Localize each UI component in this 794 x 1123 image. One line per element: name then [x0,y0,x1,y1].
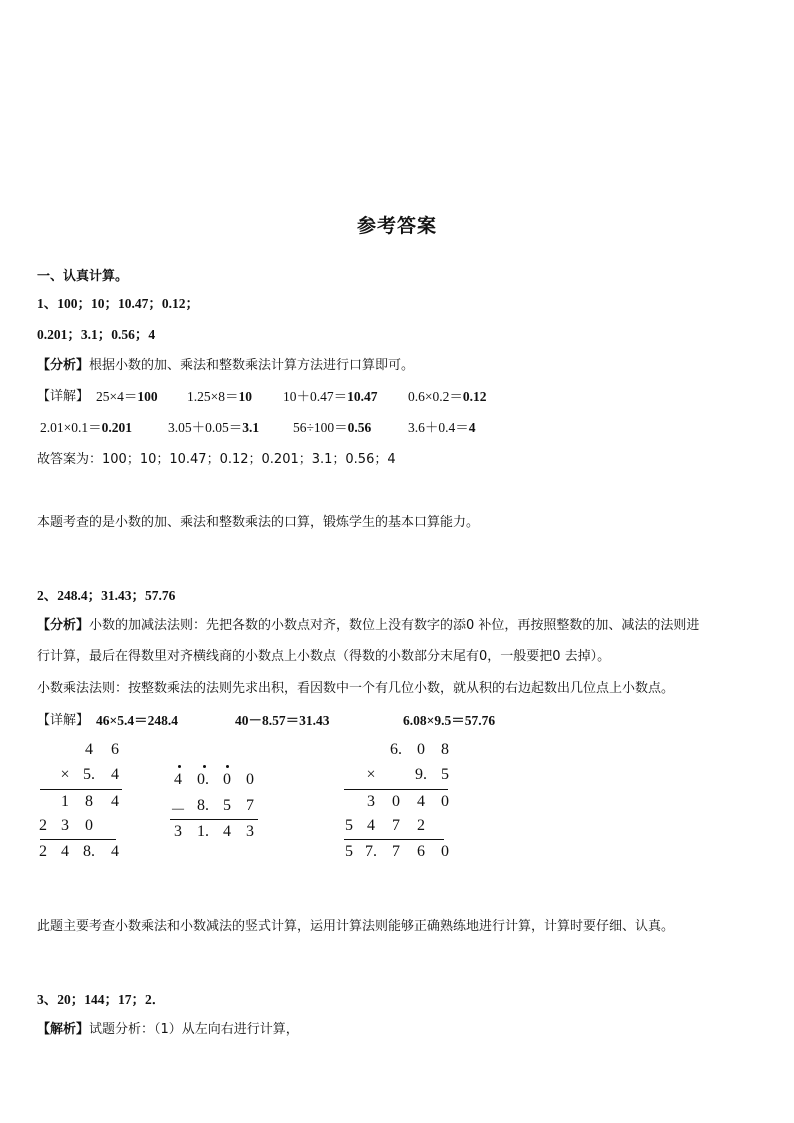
q2-detail-tag: 【详解】 [37,713,90,728]
q1-eq-2-2: 3.05＋0.05＝3.1 [168,420,260,435]
q1-analysis [37,354,414,373]
q1-eq-1-1: 25×4＝100 [96,389,158,404]
section-heading: 一、认真计算。 [37,269,129,284]
analysis-tag: 【解析】 [37,1022,90,1037]
analysis-text: 根据小数的加、乘法和整数乘法计算方法进行口算即可。 [89,358,415,373]
q1-eq-2-4: 3.6＋0.4＝4 [408,420,476,435]
analysis-text: 小数的加减法法则：先把各数的小数点对齐，数位上没有数字的添0 补位，再按照整数的加、减法的法则进 [89,618,700,633]
q2-detail-eq2: 40－8.57＝31.43 [235,713,330,728]
q1-eq-2-3: 56÷100＝0.56 [293,420,372,435]
q2-detail-eq3: 6.08×9.5＝57.76 [403,713,496,728]
q2-detail-eq1: 46×5.4＝248.4 [96,713,178,728]
q2-summary: 此题主要考查小数乘法和小数减法的竖式计算，运用计算法则能够正确熟练地进行计算，计算时要仔细、认真。 [37,919,675,934]
q3-answer-line: 3、20；144；17；2． [37,992,166,1007]
q1-eq-2-1: 2.01×0.1＝0.201 [40,420,132,435]
q2-analysis-2: 行计算，最后在得数里对齐横线商的小数点上小数点（得数的小数部分末尾有0，一般要把0 去掉）。 [37,649,611,664]
q1-eq-1-4: 0.6×0.2＝0.12 [408,389,487,404]
q1-eq-1-3: 10＋0.47＝10.47 [283,389,378,404]
analysis-text: 试题分析：（1）从左向右进行计算， [89,1022,299,1037]
q1-detail-tag: 【详解】 [37,389,90,404]
q1-summary: 本题考查的是小数的加、乘法和整数乘法的口算，锻炼学生的基本口算能力。 [37,515,480,530]
q2-analysis-1 [37,614,699,633]
q2-analysis-3: 小数乘法法则：按整数乘法的法则先求出积，看因数中一个有几位小数，就从积的右边起数出几位点上小数点。 [37,681,675,696]
q1-eq-1-2: 1.25×8＝10 [187,389,252,404]
q3-analysis [37,1018,299,1037]
q2-answer-line: 2、248.4；31.43；57.76 [37,588,176,603]
analysis-tag: 【分析】 [37,358,90,373]
page-title: 参考答案 [356,215,437,237]
analysis-tag: 【分析】 [37,618,90,633]
q1-answer-line2: 0.201；3.1；0.56；4 [37,327,156,342]
q1-conclusion: 故答案为：100；10；10.47；0.12；0.201；3.1；0.56；4 [37,452,396,467]
q1-answer-line1: 1、100；10；10.47；0.12； [37,296,199,311]
